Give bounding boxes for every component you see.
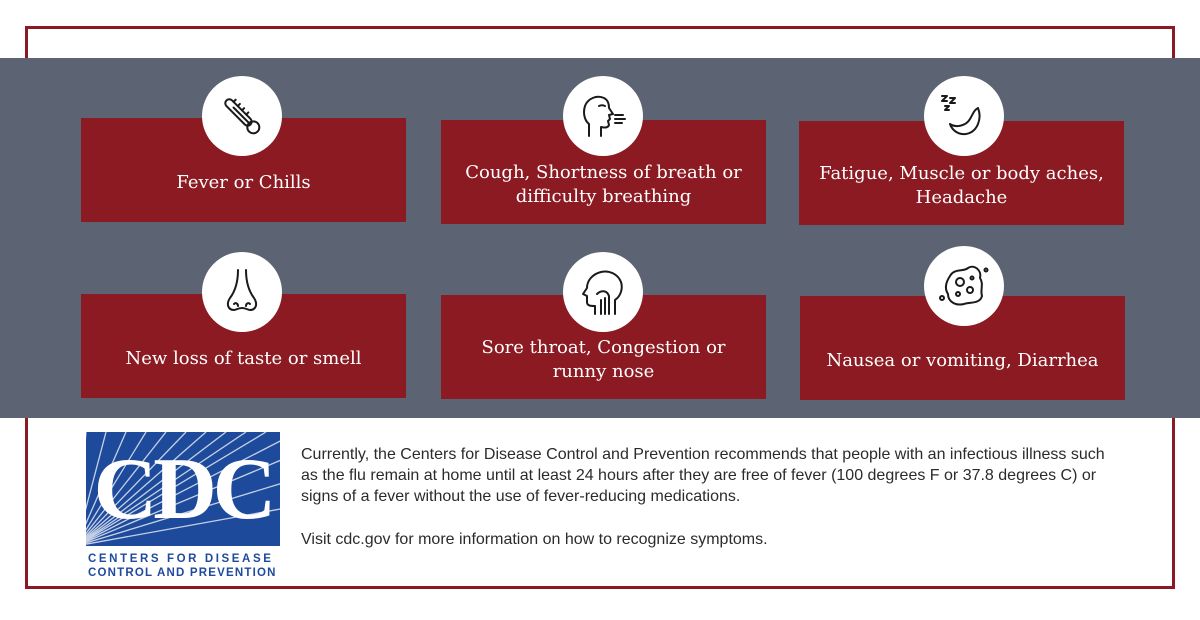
symptom-label: Nausea or vomiting, Diarrhea <box>826 350 1099 371</box>
nose-icon <box>202 252 282 332</box>
cdc-logo <box>86 432 282 578</box>
cdc-logo-line1: Centers for Disease <box>88 553 274 565</box>
virus-icon <box>924 246 1004 326</box>
sleep-moon-icon <box>924 76 1004 156</box>
cdc-logo-line2: Control and Prevention <box>88 567 277 578</box>
info-paragraph-recommendation: Currently, the Centers for Disease Control and Prevention recommends that people with an infectious illness such as the flu remain at home until at least 24 hours after they are free of fever (100 degrees F or 37.8 degrees C) or signs of a fever without the use of fever-reducing medications. <box>301 446 1105 505</box>
cough-icon <box>563 76 643 156</box>
symptom-label: Fatigue, Muscle or body aches, Headache <box>819 163 1104 208</box>
symptom-label: Sore throat, Congestion or runny nose <box>481 337 726 382</box>
thermometer-icon <box>202 76 282 156</box>
symptom-label: Fever or Chills <box>176 172 311 193</box>
cdc-logo-letters: CDC <box>93 441 273 538</box>
info-paragraph-visit: Visit cdc.gov for more information on how to recognize symptoms. <box>301 531 768 548</box>
throat-icon <box>563 252 643 332</box>
info-text <box>301 444 1111 550</box>
symptom-label: Cough, Shortness of breath or difficulty breathing <box>465 162 742 207</box>
symptom-label: New loss of taste or smell <box>125 348 362 369</box>
